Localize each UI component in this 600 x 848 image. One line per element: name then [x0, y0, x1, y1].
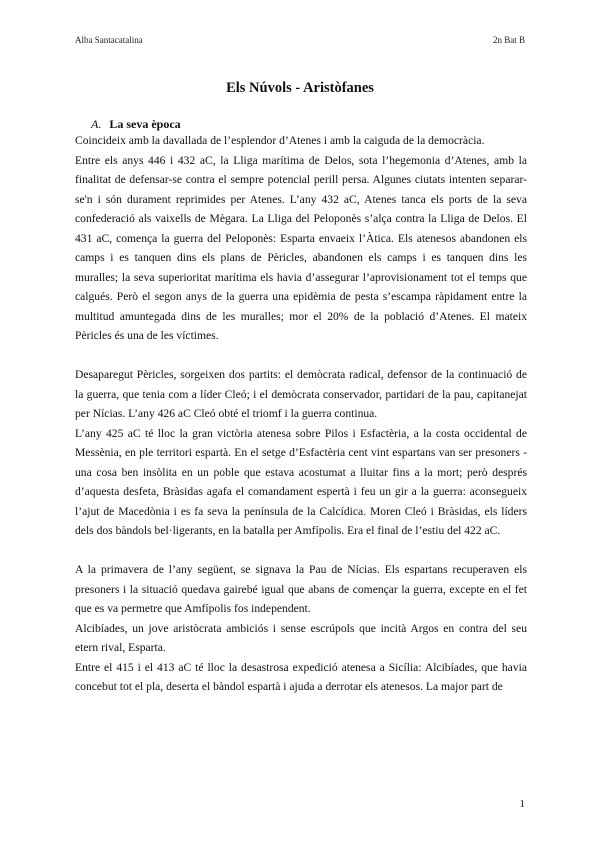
header-author: Alba Santacatalina	[75, 35, 143, 45]
paragraph: Desaparegut Pèricles, sorgeixen dos partits: el demòcrata radical, defensor de la continuació de la guerra, que tenia com a líder Cleó; i el demòcrata conservador, partidari de la pau, capitanejat per Nícias. L’any 426 aC Cleó obté el triomf i la guerra continua.	[75, 368, 527, 420]
body-text	[75, 131, 527, 697]
paragraph: Alcibíades, un jove aristòcrata ambiciós i sense escrúpols que incità Argos en contra del seu etern rival, Esparta.	[75, 621, 527, 654]
paragraph: L’any 425 aC té lloc la gran victòria atenesa sobre Pilos i Esfactèria, a la costa occidental de Messènia, en ple territori espartà. En el setge d’Esfactèria cent vint espartans van ser presoners - una cosa ben insòlita en un poble que estava acostumat a lluitar fins a la mort; però després d’aquesta desfeta, Bràsidas agafa el comandament espertà i feu un gir a la guerra: aconsegueix l’ajut de Macedònia i es fa seva la península de la Calcídica. Moren Cleó i Bràsidas, els líders dels dos bàndols bel·ligerants, en la batalla per Amfípolis. Era el final de l’estiu del 422 aC.	[75, 426, 527, 537]
paragraph: Coincideix amb la davallada de l’esplendor d’Atenes i amb la caiguda de la democràcia.	[75, 134, 485, 147]
section-letter: A.	[91, 117, 102, 131]
header-class: 2n Bat B	[492, 35, 525, 45]
page-number: 1	[519, 798, 525, 810]
paragraph: Entre els anys 446 i 432 aC, la Lliga marítima de Delos, sota l’hegemonia d’Atenes, amb la finalitat de defensar-se contra el sempre potencial perill persa. Algunes ciutats intenten separar-se'n i són durament reprimides per Atenes. L’any 432 aC, Atenes tanca els ports de la seva confederació als vaixells de Mègara. La Lliga del Peloponès s’alça contra la Lliga de Delos. El 431 aC, comença la guerra del Peloponès: Esparta envaeix l’Àtica. Els atenesos abandonen els camps i es tanquen dins els plans de Pèricles, abandonen els camps i es tanquen dins les muralles; la seva superioritat marítima els havia d’assegurar l’aprovisionament tot el temps que calgués. Però el segon anys de la guerra una epidèmia de pesta s’escampa ràpidament entre la multitud amuntegada dins de les muralles; mor el 20% de la població d’Atenes. El mateix Pèricles és una de les víctimes.	[75, 153, 527, 342]
paragraph: Entre el 415 i el 413 aC té lloc la desastrosa expedició atenesa a Sicília: Alcibíades, que havia concebut tot el pla, deserta el bàndol espartà i ajuda a derrotar els atenesos. La major part de	[75, 660, 527, 693]
paragraph-gap	[75, 346, 527, 366]
paragraph: A la primavera de l’any següent, se signava la Pau de Nícias. Els espartans recuperaven els presoners i la situació quedava gairebé igual que abans de començar la guerra, excepte en el fet que es va permetre que Amfípolis fos independent.	[75, 563, 527, 615]
section-heading	[91, 117, 181, 132]
section-heading-text: La seva època	[109, 117, 181, 131]
document-title: Els Núvols - Aristòfanes	[226, 80, 374, 96]
paragraph-gap	[75, 541, 527, 561]
